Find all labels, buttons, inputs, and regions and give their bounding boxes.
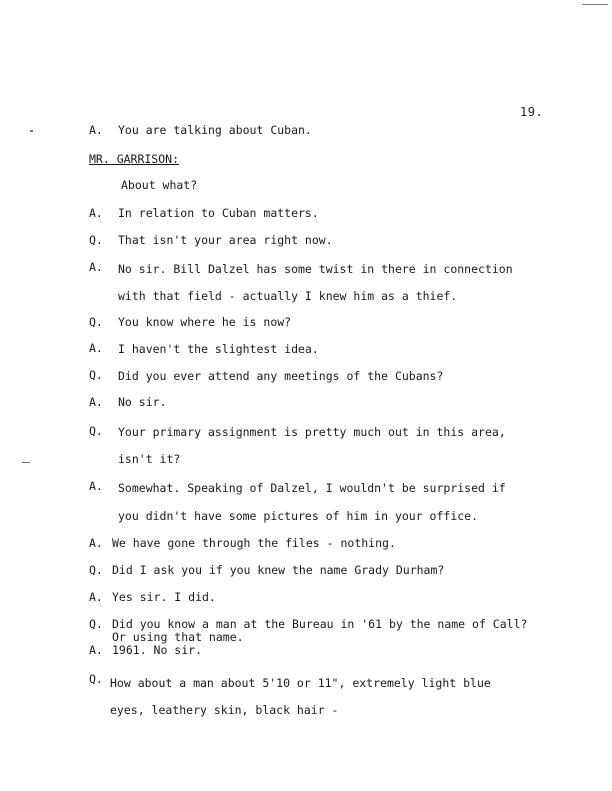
- scan-mark-left-2: [22, 462, 30, 463]
- line-text: No sir.: [118, 395, 167, 409]
- line-label: A.: [89, 479, 103, 493]
- line-text: We have gone through the files - nothing.: [112, 536, 396, 550]
- scan-mark-left-1: [30, 130, 33, 132]
- line-text: How about a man about 5'10 or 11", extremely light blue: [110, 676, 491, 690]
- line-label: Q.: [89, 672, 103, 686]
- line-text: About what?: [121, 178, 198, 192]
- line-text: isn't it?: [118, 452, 181, 466]
- line-text: That isn't your area right now.: [118, 233, 333, 247]
- line-text: Or using that name.: [112, 630, 244, 644]
- line-label: Q.: [89, 315, 103, 329]
- line-text: Did you ever attend any meetings of the Cubans?: [118, 369, 444, 383]
- line-label: Q.: [89, 368, 103, 382]
- line-text: You know where he is now?: [118, 315, 292, 329]
- line-label: A.: [89, 260, 103, 274]
- line-text: eyes, leathery skin, black hair -: [110, 703, 339, 717]
- line-label: Q.: [89, 563, 103, 577]
- line-text: you didn't have some pictures of him in your office.: [118, 509, 479, 523]
- line-text: You are talking about Cuban.: [118, 123, 312, 137]
- scan-mark-top-right: [582, 4, 608, 5]
- line-label: A.: [89, 643, 103, 657]
- line-label: A.: [89, 590, 103, 604]
- page-number: 19.: [520, 105, 544, 119]
- line-text: 1961. No sir.: [112, 643, 203, 657]
- line-text: In relation to Cuban matters.: [118, 206, 319, 220]
- line-text: Yes sir. I did.: [112, 590, 216, 604]
- line-label: A.: [89, 206, 103, 220]
- speaker-label: MR. GARRISON:: [89, 152, 180, 166]
- line-text: No sir. Bill Dalzel has some twist in there in connection: [118, 262, 513, 276]
- line-text: Did you know a man at the Bureau in '61 by the name of Call?: [112, 617, 528, 631]
- line-text: I haven't the slightest idea.: [118, 342, 319, 356]
- line-label: Q.: [89, 617, 103, 631]
- line-label: A.: [89, 395, 103, 409]
- line-text: Did I ask you if you knew the name Grady Durham?: [112, 563, 445, 577]
- line-label: A.: [89, 123, 103, 137]
- line-text: Your primary assignment is pretty much out in this area,: [118, 425, 506, 439]
- line-label: Q.: [89, 233, 103, 247]
- line-text: Somewhat. Speaking of Dalzel, I wouldn't be surprised if: [118, 481, 506, 495]
- line-text: with that field - actually I knew him as a thief.: [118, 289, 458, 303]
- line-label: A.: [89, 536, 103, 550]
- line-label: Q.: [89, 424, 103, 438]
- line-label: A.: [89, 341, 103, 355]
